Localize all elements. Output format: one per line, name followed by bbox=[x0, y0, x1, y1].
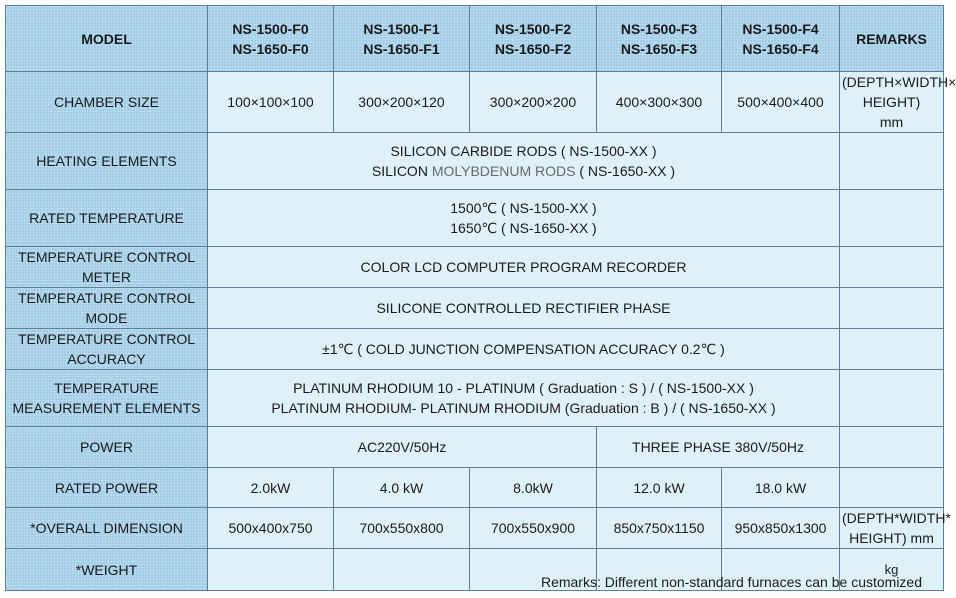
control-accuracy-label: TEMPERATURE CONTROL ACCURACY bbox=[6, 329, 208, 370]
model-f4-header: NS-1500-F4 NS-1650-F4 bbox=[722, 6, 840, 72]
heating-elements-value: SILICON CARBIDE RODS ( NS-1500-XX ) SILICON MOLYBDENUM RODS ( NS-1650-XX ) bbox=[208, 133, 840, 190]
power-remark bbox=[840, 427, 944, 468]
chamber-size-label: CHAMBER SIZE bbox=[6, 72, 208, 133]
control-meter-row bbox=[6, 247, 944, 288]
measurement-elements-row bbox=[6, 370, 944, 427]
model-header: MODEL bbox=[6, 6, 208, 72]
overall-dimension-f1: 700x550x800 bbox=[334, 508, 470, 549]
control-meter-value: COLOR LCD COMPUTER PROGRAM RECORDER bbox=[208, 247, 840, 288]
chamber-size-f3: 400×300×300 bbox=[597, 72, 722, 133]
overall-dimension-label: *OVERALL DIMENSION bbox=[6, 508, 208, 549]
overall-dimension-f2: 700x550x900 bbox=[470, 508, 597, 549]
rated-temperature-row bbox=[6, 190, 944, 247]
weight-remark: kg bbox=[840, 549, 944, 591]
chamber-size-remark: (DEPTH×WIDTH× HEIGHT) mm bbox=[840, 72, 944, 133]
chamber-size-f2: 300×200×200 bbox=[470, 72, 597, 133]
model-f1-header: NS-1500-F1 NS-1650-F1 bbox=[334, 6, 470, 72]
remarks-header: REMARKS bbox=[840, 6, 944, 72]
heating-elements-row bbox=[6, 133, 944, 190]
rated-power-row bbox=[6, 468, 944, 508]
customization-note: Remarks: Different non-standard furnaces can be customized bbox=[540, 574, 922, 590]
spec-table bbox=[5, 5, 956, 591]
rated-temperature-label: RATED TEMPERATURE bbox=[6, 190, 208, 247]
control-mode-remark bbox=[840, 288, 944, 329]
control-mode-row bbox=[6, 288, 944, 329]
model-f0-header: NS-1500-F0 NS-1650-F0 bbox=[208, 6, 334, 72]
control-accuracy-remark bbox=[840, 329, 944, 370]
measurement-elements-label: TEMPERATURE MEASUREMENT ELEMENTS bbox=[6, 370, 208, 427]
power-label: POWER bbox=[6, 427, 208, 468]
measurement-elements-value: PLATINUM RHODIUM 10 - PLATINUM ( Graduation : S ) / ( NS-1500-XX ) PLATINUM RHODIUM- PLATINUM RHODIUM (Graduation : B ) / ( NS-1650-XX ) bbox=[208, 370, 840, 427]
measurement-elements-remark bbox=[840, 370, 944, 427]
control-mode-value: SILICONE CONTROLLED RECTIFIER PHASE bbox=[208, 288, 840, 329]
rated-power-f0: 2.0kW bbox=[208, 468, 334, 508]
overall-dimension-f0: 500x400x750 bbox=[208, 508, 334, 549]
model-f3-header: NS-1500-F3 NS-1650-F3 bbox=[597, 6, 722, 72]
control-mode-label: TEMPERATURE CONTROL MODE bbox=[6, 288, 208, 329]
overall-dimension-f4: 950x850x1300 bbox=[722, 508, 840, 549]
rated-temperature-remark bbox=[840, 190, 944, 247]
overall-dimension-f3: 850x750x1150 bbox=[597, 508, 722, 549]
rated-power-f3: 12.0 kW bbox=[597, 468, 722, 508]
chamber-size-f4: 500×400×400 bbox=[722, 72, 840, 133]
rated-power-f4: 18.0 kW bbox=[722, 468, 840, 508]
rated-power-f1: 4.0 kW bbox=[334, 468, 470, 508]
chamber-size-row bbox=[6, 72, 944, 133]
model-f2-header: NS-1500-F2 NS-1650-F2 bbox=[470, 6, 597, 72]
control-accuracy-row bbox=[6, 329, 944, 370]
heating-elements-label: HEATING ELEMENTS bbox=[6, 133, 208, 190]
rated-temperature-value: 1500℃ ( NS-1500-XX ) 1650℃ ( NS-1650-XX ) bbox=[208, 190, 840, 247]
overall-dimension-row bbox=[6, 508, 944, 549]
rated-power-f2: 8.0kW bbox=[470, 468, 597, 508]
power-row bbox=[6, 427, 944, 468]
power-three-phase: THREE PHASE 380V/50Hz bbox=[597, 427, 840, 468]
chamber-size-f1: 300×200×120 bbox=[334, 72, 470, 133]
rated-power-label: RATED POWER bbox=[6, 468, 208, 508]
weight-f0 bbox=[208, 549, 334, 591]
chamber-size-f0: 100×100×100 bbox=[208, 72, 334, 133]
heating-elements-remark bbox=[840, 133, 944, 190]
weight-f1 bbox=[334, 549, 470, 591]
header-row bbox=[6, 6, 944, 72]
weight-label: *WEIGHT bbox=[6, 549, 208, 591]
control-accuracy-value: ±1℃ ( COLD JUNCTION COMPENSATION ACCURACY 0.2℃ ) bbox=[208, 329, 840, 370]
control-meter-label: TEMPERATURE CONTROL METER bbox=[6, 247, 208, 288]
rated-power-remark bbox=[840, 468, 944, 508]
control-meter-remark bbox=[840, 247, 944, 288]
overall-dimension-remark: (DEPTH*WIDTH* HEIGHT) mm bbox=[840, 508, 944, 549]
power-single-phase: AC220V/50Hz bbox=[208, 427, 597, 468]
